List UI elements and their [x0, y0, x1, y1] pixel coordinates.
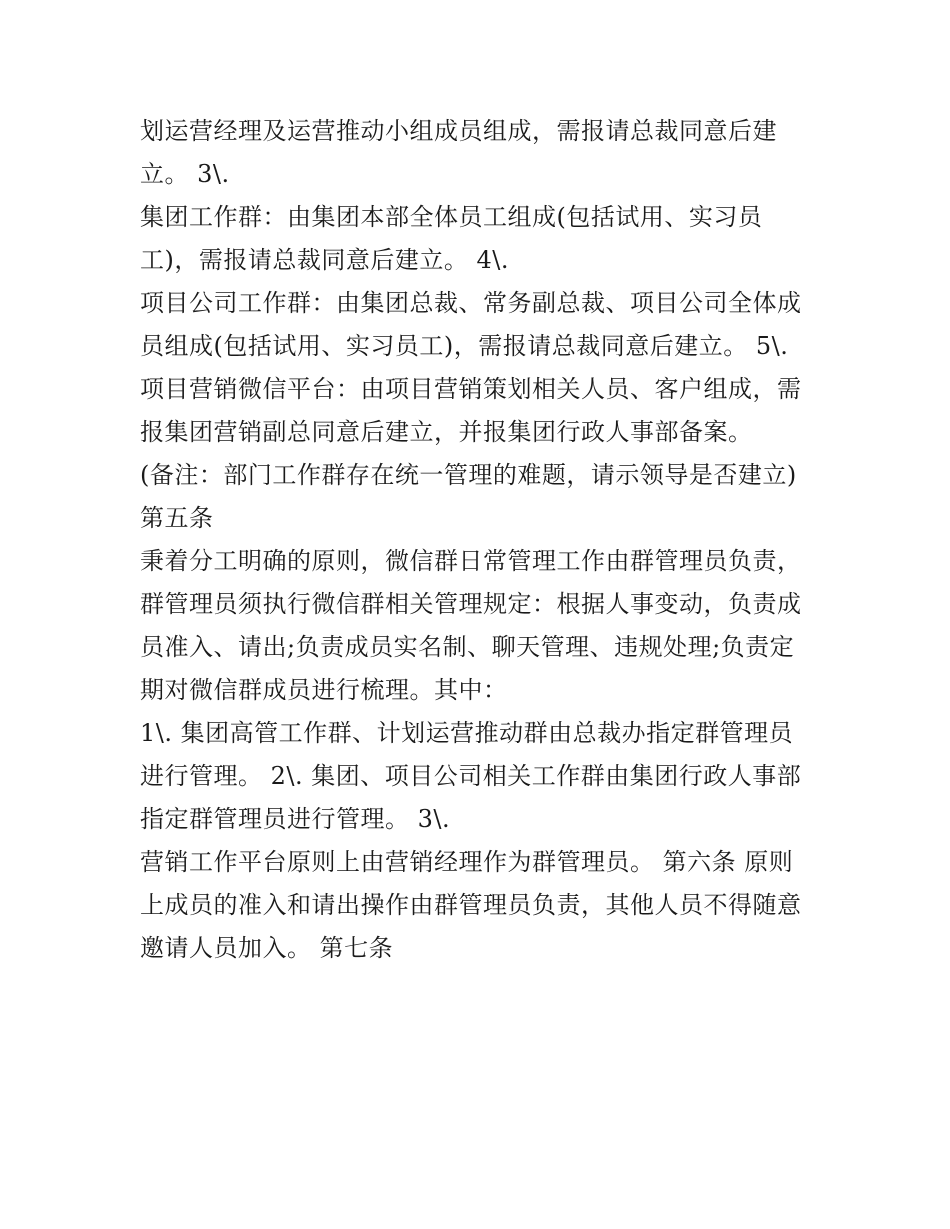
text-line: 指定群管理员进行管理。 3\.	[140, 805, 451, 833]
text-line: 员准入、请出;负责成员实名制、聊天管理、违规处理;负责定	[140, 633, 795, 661]
text-line: 秉着分工明确的原则，微信群日常管理工作由群管理员负责，	[140, 547, 802, 575]
text-line: 1\. 集团高管工作群、计划运营推动群由总裁办指定群管理员	[140, 719, 794, 747]
text-line: 项目营销微信平台：由项目营销策划相关人员、客户组成，需	[140, 375, 802, 403]
text-line: 营销工作平台原则上由营销经理作为群管理员。 第六条 原则	[140, 848, 794, 876]
text-line: 邀请人员加入。 第七条	[140, 934, 394, 962]
text-line: 工)，需报请总裁同意后建立。 4\.	[140, 246, 509, 274]
text-line: 期对微信群成员进行梳理。其中：	[140, 676, 508, 704]
text-line: 集团工作群：由集团本部全体员工组成(包括试用、实习员	[140, 203, 763, 231]
section-heading: 第五条	[140, 504, 214, 532]
text-line: 报集团营销副总同意后建立，并报集团行政人事部备案。	[140, 418, 753, 446]
text-line: 上成员的准入和请出操作由群管理员负责，其他人员不得随意	[140, 891, 802, 919]
text-line: 员组成(包括试用、实习员工)，需报请总裁同意后建立。 5\.	[140, 332, 789, 360]
text-line: 划运营经理及运营推动小组成员组成，需报请总裁同意后建	[140, 117, 777, 145]
document-body	[140, 110, 830, 970]
text-line: 项目公司工作群：由集团总裁、常务副总裁、项目公司全体成	[140, 289, 802, 317]
text-line: 进行管理。 2\. 集团、项目公司相关工作群由集团行政人事部	[140, 762, 802, 790]
text-line: 立。 3\.	[140, 160, 230, 188]
text-line: (备注：部门工作群存在统一管理的难题，请示领导是否建立)	[140, 461, 797, 489]
text-line: 群管理员须执行微信群相关管理规定：根据人事变动，负责成	[140, 590, 802, 618]
